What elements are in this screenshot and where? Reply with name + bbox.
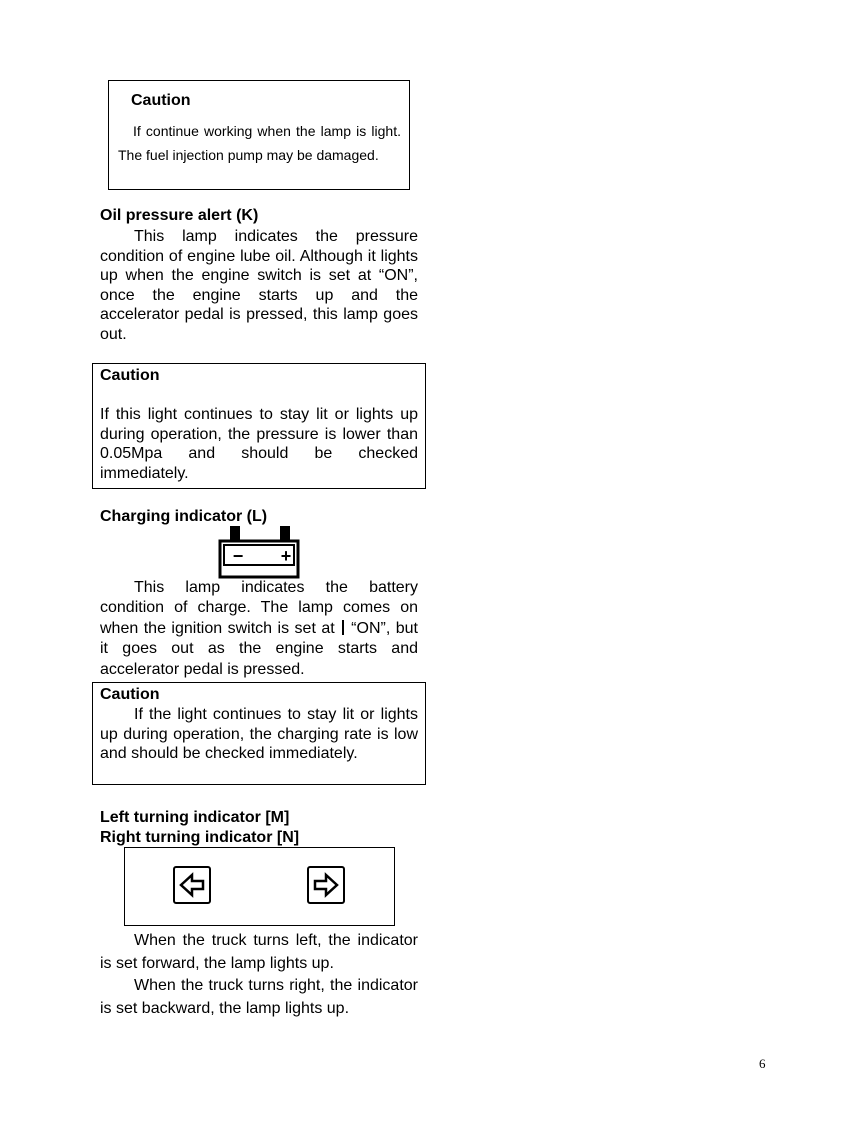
charging-heading: Charging indicator (L)	[100, 508, 268, 525]
caution-text-3: If the light continues to stay lit or lights up during operation, the charging rate is low and should be checked immediately.	[100, 706, 418, 763]
battery-plus-sign: +	[280, 546, 292, 566]
oil-pressure-text: This lamp indicates the pressure condition of engine lube oil. Although it lights up when the engine switch is set at “ON”, once the engine starts up and the accelerator pedal is pressed, this lamp goes out.	[100, 228, 418, 343]
turn-indicator-panel	[124, 847, 395, 926]
charging-text-part-a: This lamp indicates the battery condition of charge. The lamp comes on when the ignition switch is set at	[100, 579, 418, 637]
caution-box-2	[92, 363, 426, 489]
caution-box-1	[108, 80, 410, 190]
caution-box-3	[92, 682, 426, 785]
page-number: 6	[759, 1056, 766, 1071]
caution-title-3: Caution	[100, 686, 160, 703]
caution-text-1: If continue working when the lamp is light. The fuel injection pump may be damaged.	[118, 123, 401, 163]
right-turn-text: When the truck turns right, the indicator is set backward, the lamp lights up.	[100, 977, 418, 1017]
caution-text-2: If this light continues to stay lit or lights up during operation, the pressure is lower than 0.05Mpa and should be checked immediately.	[100, 406, 418, 482]
switch-mark-icon	[342, 620, 344, 635]
left-turning-heading: Left turning indicator [M]	[100, 809, 290, 826]
left-turn-text: When the truck turns left, the indicator is set forward, the lamp lights up.	[100, 932, 418, 972]
right-turning-heading: Right turning indicator [N]	[100, 829, 300, 846]
caution-title-1: Caution	[131, 92, 191, 109]
charging-text-part-b: “ON”, but it goes out as the engine starts and accelerator pedal is pressed.	[100, 619, 418, 678]
caution-title-2: Caution	[100, 367, 160, 384]
charging-text	[100, 578, 418, 680]
battery-minus-sign: −	[232, 546, 244, 566]
right-arrow-icon	[307, 866, 345, 904]
battery-icon	[218, 525, 300, 579]
oil-pressure-heading: Oil pressure alert (K)	[100, 207, 259, 224]
left-arrow-icon	[173, 866, 211, 904]
